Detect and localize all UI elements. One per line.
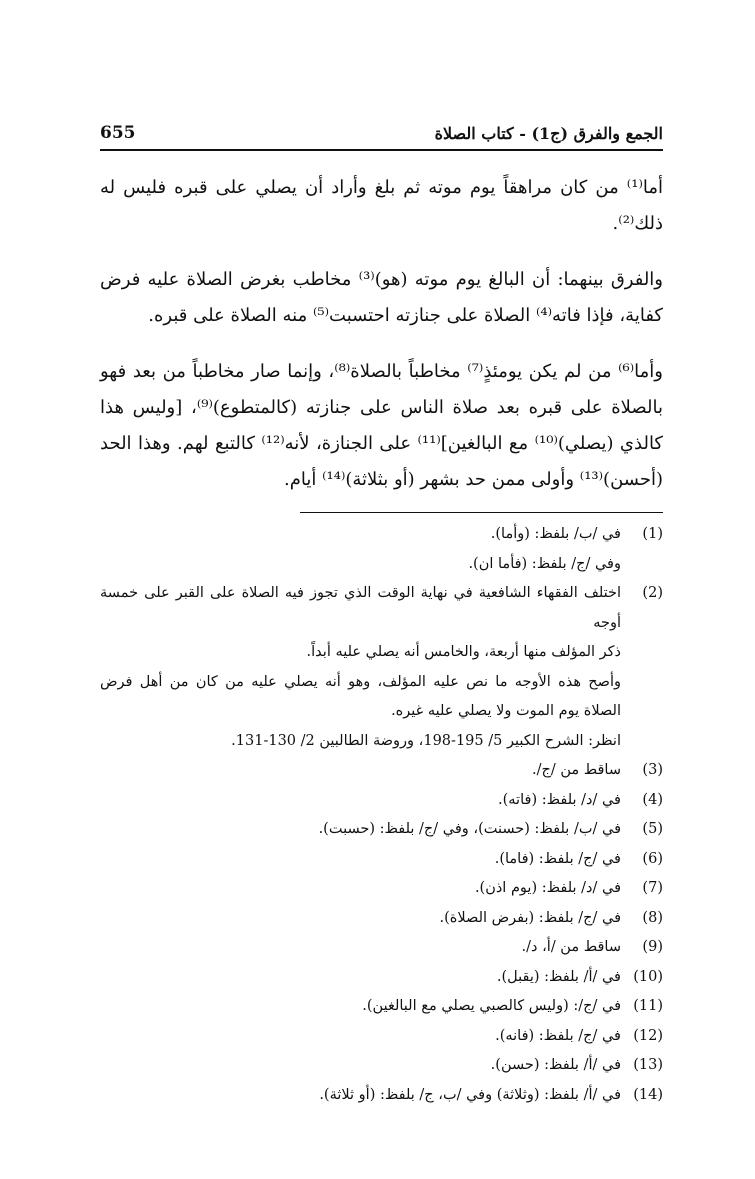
footnote-number: (1) (642, 526, 663, 542)
footnote-line: في /ج/ بلفظ: (فاما). (494, 850, 621, 867)
page-number: 655 (100, 123, 136, 143)
running-title: الجمع والفرق (ج1) - كتاب الصلاة (434, 124, 663, 143)
footnote (100, 1081, 663, 1111)
paragraph: والفرق بينهما: أن البالغ يوم موته (هو)⁽³⁾ مخاطب بغرض الصلاة عليه فرض كفاية، فإذا فاته⁽⁴⁾ الصلاة على جنازته احتسبت⁽⁵⁾ منه الصلاة على قبره. (100, 269, 663, 326)
footnote-line: في /ج/: (وليس كالصبي يصلي مع البالغين). (362, 998, 621, 1014)
footnote-number: (5) (642, 821, 663, 837)
footnote-number: (14) (633, 1086, 663, 1103)
footnote-line: اختلف الفقهاء الشافعية في نهاية الوقت الذي تجوز فيه الصلاة على القبر على خمسة أوجه (100, 585, 621, 631)
footnote-number: (13) (633, 1057, 663, 1073)
footnote-text (100, 786, 621, 816)
footnote-text (100, 845, 621, 875)
footnote-text (100, 1081, 621, 1111)
footnote (100, 933, 663, 963)
footnote-number: (6) (642, 850, 663, 867)
footnote-text (100, 992, 621, 1022)
footnote-line: وأصح هذه الأوجه ما نص عليه المؤلف، وهو أنه يصلي عليه من كان من أهل فرض (100, 673, 621, 690)
footnote-text (100, 874, 621, 904)
paragraph: وأما⁽⁶⁾ من لم يكن يومئذٍ⁽⁷⁾ مخاطباً بالصلاة⁽⁸⁾، وإنما صار مخاطباً من بعد فهو بالصلاة على قبره بعد صلاة الناس على جنازته (كالمتطوع)⁽⁹⁾، [وليس هذا كالذي (يصلي)⁽¹⁰⁾ مع البالغين]⁽¹¹⁾ على الجنازة، لأنه⁽¹²⁾ كالتبع لهم. وهذا الحد (أحسن)⁽¹³⁾ وأولى ممن حد بشهر (أو بثلاثة)⁽¹⁴⁾ أيام. (100, 361, 664, 490)
footnote (100, 1022, 663, 1052)
footnote-line: انظر: الشرح الكبير 5/ 195-198، وروضة الطالبين 2/ 130-131. (231, 732, 621, 749)
footnote-line: في /أ/ بلفظ: (حسن). (490, 1057, 621, 1073)
footnote-separator (300, 512, 663, 513)
footnote-line: ذكر المؤلف منها أربعة، والخامس أنه يصلي عليه أبداً. (306, 644, 621, 660)
footnote-text (100, 579, 621, 756)
footnote-number: (12) (633, 1027, 663, 1044)
footnote-line: الصلاة يوم الموت ولا يصلي عليه غيره. (391, 703, 621, 719)
footnote-text (100, 1022, 621, 1052)
footnote-number: (10) (633, 968, 663, 985)
footnote-text (100, 933, 621, 963)
footnote-number: (2) (642, 585, 663, 601)
footnote (100, 963, 663, 993)
footnote-line: وفي /ج/ بلفظ: (فأما ان). (468, 555, 621, 572)
page-header (100, 117, 663, 151)
footnote-number: (7) (642, 880, 663, 896)
footnote-line: في /ج/ بلفظ: (بفرض الصلاة). (439, 909, 621, 926)
footnote (100, 520, 663, 579)
footnote-line: في /د/ بلفظ: (فاته). (498, 791, 621, 808)
footnote-number: (3) (642, 762, 663, 778)
footnote-line: في /أ/ بلفظ: (يقبل). (496, 968, 621, 985)
footnote-line: في /أ/ بلفظ: (وثلاثة) وفي /ب، ج/ بلفظ: (أو ثلاثة). (319, 1086, 621, 1103)
footnote (100, 579, 663, 756)
footnote-text (100, 815, 621, 845)
footnote-line: في /د/ بلفظ: (يوم اذن). (474, 880, 621, 896)
footnote-number: (9) (642, 939, 663, 955)
footnote (100, 904, 663, 934)
footnote (100, 815, 663, 845)
footnote (100, 756, 663, 786)
footnote-line: ساقط من /أ، د/. (521, 939, 621, 955)
footnote-number: (11) (633, 998, 663, 1014)
footnote-text (100, 520, 621, 579)
paragraph: أما⁽¹⁾ من كان مراهقاً يوم موته ثم بلغ وأراد أن يصلي على قبره فليس له ذلك⁽²⁾. (100, 177, 663, 234)
footnote-text (100, 904, 621, 934)
footnote (100, 786, 663, 816)
footnote (100, 874, 663, 904)
footnote-number: (4) (642, 791, 663, 808)
footnote (100, 992, 663, 1022)
footnote (100, 1051, 663, 1081)
main-text (100, 170, 663, 518)
footnote (100, 845, 663, 875)
footnote-text (100, 756, 621, 786)
footnote-line: في /ب/ بلفظ: (حسنت)، وفي /ج/ بلفظ: (حسبت). (318, 821, 621, 837)
footnote-number: (8) (642, 909, 663, 926)
footnote-text (100, 1051, 621, 1081)
footnote-line: في /ب/ بلفظ: (وأما). (490, 526, 621, 542)
footnote-line: ساقط من /ج/. (531, 762, 621, 778)
footnote-text (100, 963, 621, 993)
footnotes (100, 520, 663, 1110)
footnote-line: في /ج/ بلفظ: (فانه). (495, 1027, 621, 1044)
